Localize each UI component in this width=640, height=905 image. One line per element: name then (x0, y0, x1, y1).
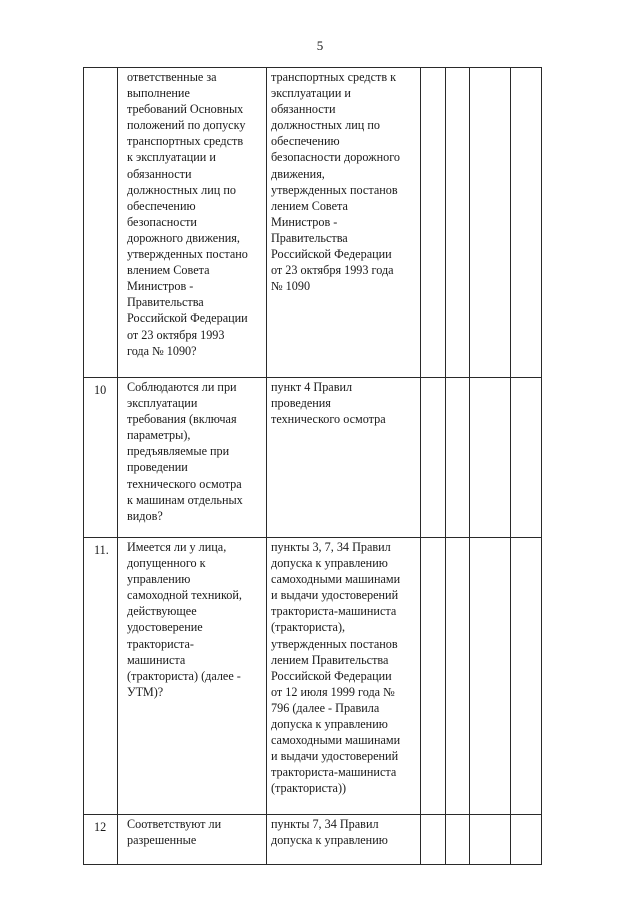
question-line: дорожного движения, (127, 230, 240, 245)
reference-line: обеспечению (271, 134, 340, 149)
question-line: ответственные за (127, 70, 217, 84)
question-line: года № 1090? (127, 343, 197, 358)
answer-cell (421, 815, 446, 865)
answer-cell (470, 815, 511, 865)
checklist-table (83, 67, 542, 865)
question-line: удостоверение (127, 620, 203, 635)
question-line: Правительства (127, 295, 204, 310)
answer-cell (511, 815, 542, 865)
reference-line: транспортных средств к (271, 70, 397, 84)
reference-line: движения, (271, 166, 325, 181)
reference-line: Российской Федерации (271, 668, 392, 683)
reference-line: Министров - (271, 214, 338, 229)
reference-line: (тракториста)) (271, 781, 347, 796)
answer-cell (511, 538, 542, 815)
answer-cell (511, 68, 542, 378)
question-line: (тракториста) (далее - (127, 668, 241, 683)
question-cell (118, 378, 267, 538)
answer-cell (446, 815, 470, 865)
answer-cell (421, 538, 446, 815)
question-line: технического осмотра (127, 476, 242, 491)
answer-cell (470, 68, 511, 378)
reference-line: лением Правительства (271, 652, 389, 667)
reference-cell (267, 378, 421, 538)
reference-line: 796 (далее - Правила (271, 700, 380, 715)
reference-line: тракториста-машиниста (271, 604, 397, 619)
reference-line: пункты 7, 34 Правил (271, 817, 379, 831)
question-line: действующее (127, 604, 197, 619)
question-line: эксплуатации (127, 396, 198, 411)
reference-line: и выдачи удостоверений (271, 749, 399, 764)
reference-line: самоходными машинами (271, 572, 401, 587)
question-line: разрешенные (127, 833, 197, 848)
page-number: 5 (316, 38, 324, 53)
answer-cell (446, 68, 470, 378)
reference-line: проведения (271, 396, 331, 411)
reference-cell (267, 538, 421, 815)
answer-cell (421, 378, 446, 538)
question-line: параметры), (127, 428, 191, 443)
question-line: утвержденных постано (127, 247, 248, 262)
question-line: требования (включая (127, 412, 237, 427)
question-line: влением Совета (127, 263, 210, 278)
reference-line: пункты 3, 7, 34 Правил (271, 540, 391, 554)
question-line: УТМ)? (127, 684, 164, 699)
table-row (84, 378, 542, 538)
row-number: 12 (84, 815, 118, 865)
question-line: Российской Федерации (127, 311, 248, 326)
row-number: 11. (84, 538, 118, 815)
reference-line: (тракториста), (271, 620, 346, 635)
reference-line: допуска к управлению (271, 556, 388, 571)
question-cell (118, 68, 267, 378)
question-line: Соблюдаются ли при (127, 380, 237, 394)
question-line: транспортных средств (127, 134, 244, 149)
answer-cell (421, 68, 446, 378)
reference-line: Российской Федерации (271, 247, 392, 262)
question-line: допущенного к (127, 556, 206, 571)
question-line: проведении (127, 460, 188, 475)
reference-line: самоходными машинами (271, 733, 401, 748)
question-line: безопасности (127, 214, 197, 229)
reference-line: лением Совета (271, 198, 348, 213)
question-line: к эксплуатации и (127, 150, 216, 165)
table-row (84, 538, 542, 815)
table-row (84, 68, 542, 378)
row-number: 10 (84, 378, 118, 538)
reference-line: утвержденных постанов (271, 636, 398, 651)
reference-line: обязанности (271, 102, 336, 117)
question-line: требований Основных (127, 102, 244, 117)
question-cell (118, 815, 267, 865)
reference-line: эксплуатации и (271, 86, 351, 101)
question-line: Соответствуют ли (127, 817, 222, 831)
question-line: Имеется ли у лица, (127, 540, 227, 554)
question-line: обеспечению (127, 198, 196, 213)
answer-cell (511, 378, 542, 538)
reference-line: и выдачи удостоверений (271, 588, 399, 603)
reference-line: от 23 октября 1993 года (271, 263, 394, 278)
question-line: управлению (127, 572, 191, 587)
question-line: от 23 октября 1993 (127, 327, 225, 342)
reference-line: тракториста-машиниста (271, 765, 397, 780)
question-line: к машинам отдельных (127, 492, 243, 507)
question-line: тракториста- (127, 636, 194, 651)
question-line: машиниста (127, 652, 186, 667)
question-line: выполнение (127, 86, 190, 101)
reference-line: утвержденных постанов (271, 182, 398, 197)
question-line: положений по допуску (127, 118, 246, 133)
reference-line: пункт 4 Правил (271, 380, 353, 394)
reference-line: безопасности дорожного (271, 150, 401, 165)
reference-line: Правительства (271, 230, 348, 245)
reference-line: № 1090 (271, 279, 311, 294)
reference-line: допуска к управлению (271, 833, 388, 848)
question-line: предъявляемые при (127, 444, 230, 459)
reference-line: от 12 июля 1999 года № (271, 684, 395, 699)
row-number (84, 68, 118, 378)
answer-cell (470, 538, 511, 815)
reference-line: технического осмотра (271, 412, 386, 427)
table-row (84, 815, 542, 865)
reference-cell (267, 815, 421, 865)
question-line: самоходной техникой, (127, 588, 242, 603)
reference-cell (267, 68, 421, 378)
reference-line: должностных лиц по (271, 118, 380, 133)
question-line: должностных лиц по (127, 182, 236, 197)
question-line: Министров - (127, 279, 194, 294)
question-line: видов? (127, 508, 163, 523)
reference-line: допуска к управлению (271, 717, 388, 732)
answer-cell (446, 378, 470, 538)
answer-cell (470, 378, 511, 538)
question-line: обязанности (127, 166, 192, 181)
answer-cell (446, 538, 470, 815)
question-cell (118, 538, 267, 815)
